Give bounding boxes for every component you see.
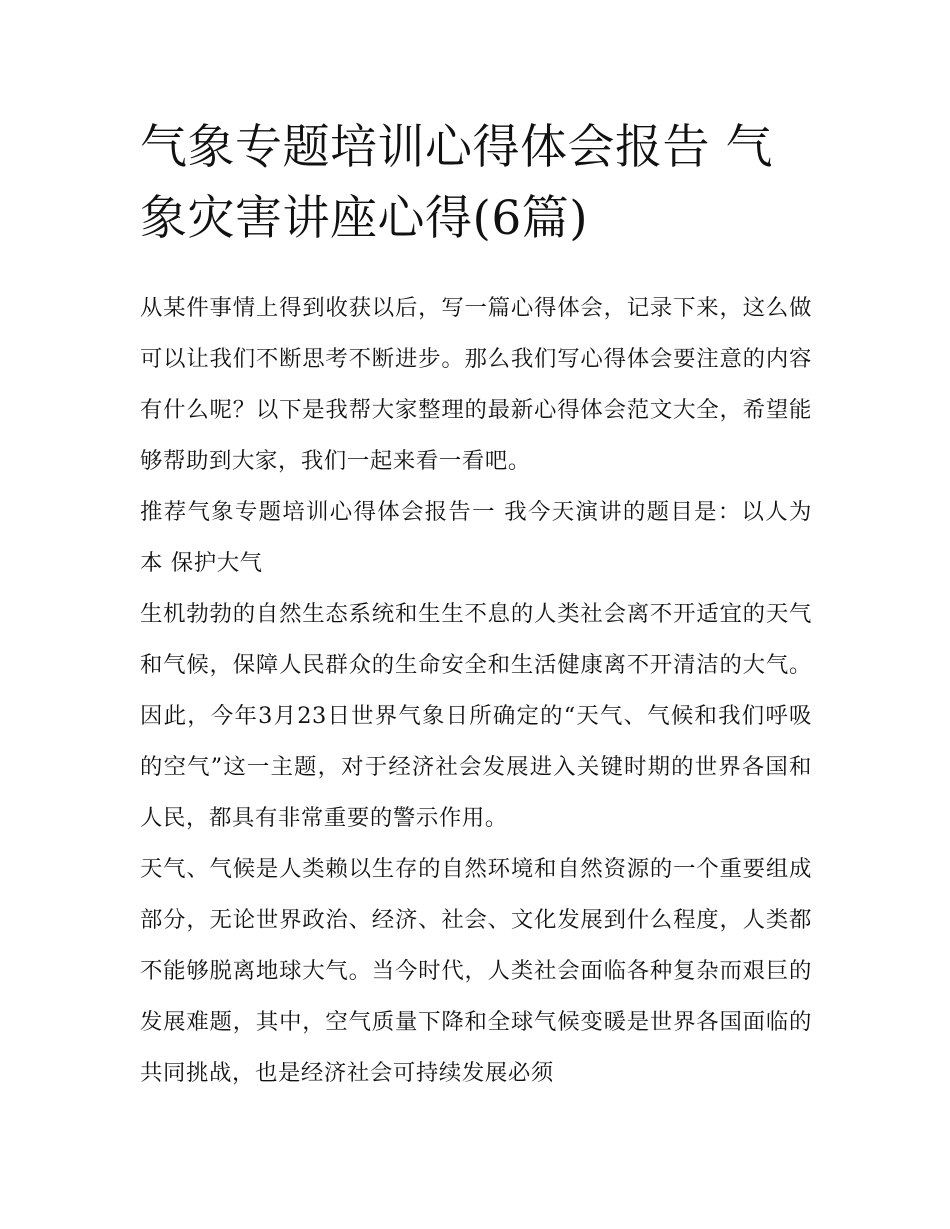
intro-paragraph: 从某件事情上得到收获以后，写一篇心得体会，记录下来，这么做可以让我们不断思考不断进步。那么我们写心得体会要注意的内容有什么呢？以下是我帮大家整理的最新心得体会范文大全，希望能够帮助到大家，我们一起来看一看吧。 — [140, 295, 812, 474]
document-body — [140, 283, 812, 1099]
body-paragraph-climate: 天气、气候是人类赖以生存的自然环境和自然资源的一个重要组成部分，无论世界政治、经济、社会、文化发展到什么程度，人类都不能够脱离地球大气。当今时代，人类社会面临各种复杂而艰巨的发展难题，其中，空气质量下降和全球气候变暖是世界各国面临的共同挑战，也是经济社会可持续发展必须 — [140, 856, 812, 1086]
speech-heading-paragraph: 推荐气象专题培训心得体会报告一 我今天演讲的题目是：以人为本 保护大气 — [140, 499, 812, 576]
body-paragraph-ecology: 生机勃勃的自然生态系统和生生不息的人类社会离不开适宜的天气和气候，保障人民群众的生命安全和生活健康离不开清洁的大气。因此，今年3月23日世界气象日所确定的“天气、气候和我们呼吸的空气”这一主题，对于经济社会发展进入关键时期的世界各国和人民，都具有非常重要的警示作用。 — [140, 601, 812, 831]
document-title: 气象专题培训心得体会报告 气象灾害讲座心得(6篇) — [140, 120, 773, 246]
